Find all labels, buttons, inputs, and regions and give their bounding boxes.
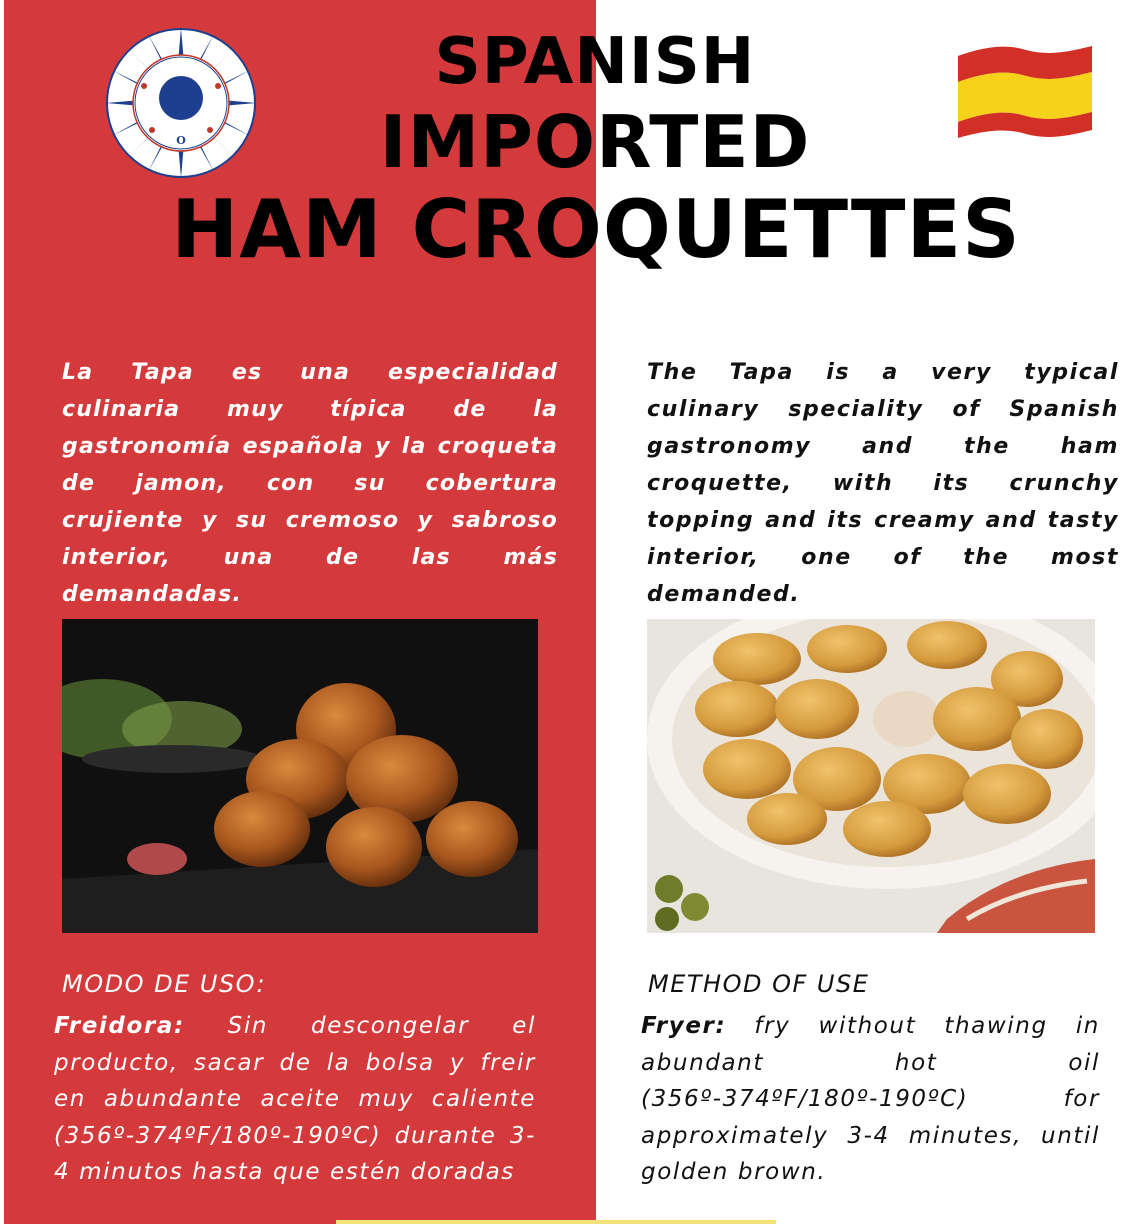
title-line-1: SPANISH [434, 25, 756, 99]
spanish-usage-heading: MODO DE USO: [62, 970, 267, 998]
spanish-usage-text [54, 1008, 536, 1191]
english-usage-body: fry without thawing in abundant hot oil (356º-374ºF/180º-190ºC) for approximately 3-4 minutes, until golden brown. [641, 1013, 1100, 1185]
title-line-2: IMPORTED [379, 100, 811, 184]
spanish-usage-body: Sin descongelar el producto, sacar de la bolsa y freir en abundante aceite muy caliente (356º-374ºF/180º-190ºC) durante 3-4 minutos hasta que estén doradas [54, 1013, 536, 1185]
english-description: The Tapa is a very typical culinary speciality of Spanish gastronomy and the ham croquette, with its crunchy topping and its creamy and tasty interior, one of the most demanded. [647, 360, 1119, 607]
compass-rose-logo-icon [104, 26, 258, 180]
croquettes-bowl-photo [647, 619, 1095, 933]
svg-text:O: O [176, 134, 186, 147]
english-usage-heading: METHOD OF USE [648, 970, 870, 998]
spanish-description: La Tapa es una especialidad culinaria muy típica de la gastronomía española y la croqueta de jamon, con su cobertura crujiente y su cremoso y sabroso interior, una de las más demandadas. [62, 360, 558, 607]
croquettes-dark-photo [62, 619, 538, 933]
spanish-usage-label: Freidora: [54, 1013, 185, 1039]
spain-flag-icon [956, 42, 1094, 140]
bottom-accent-strip [336, 1220, 776, 1224]
title-line-3: HAM CROQUETTES [171, 183, 1021, 276]
english-usage-text [641, 1008, 1100, 1191]
english-usage-label: Fryer: [641, 1013, 727, 1039]
